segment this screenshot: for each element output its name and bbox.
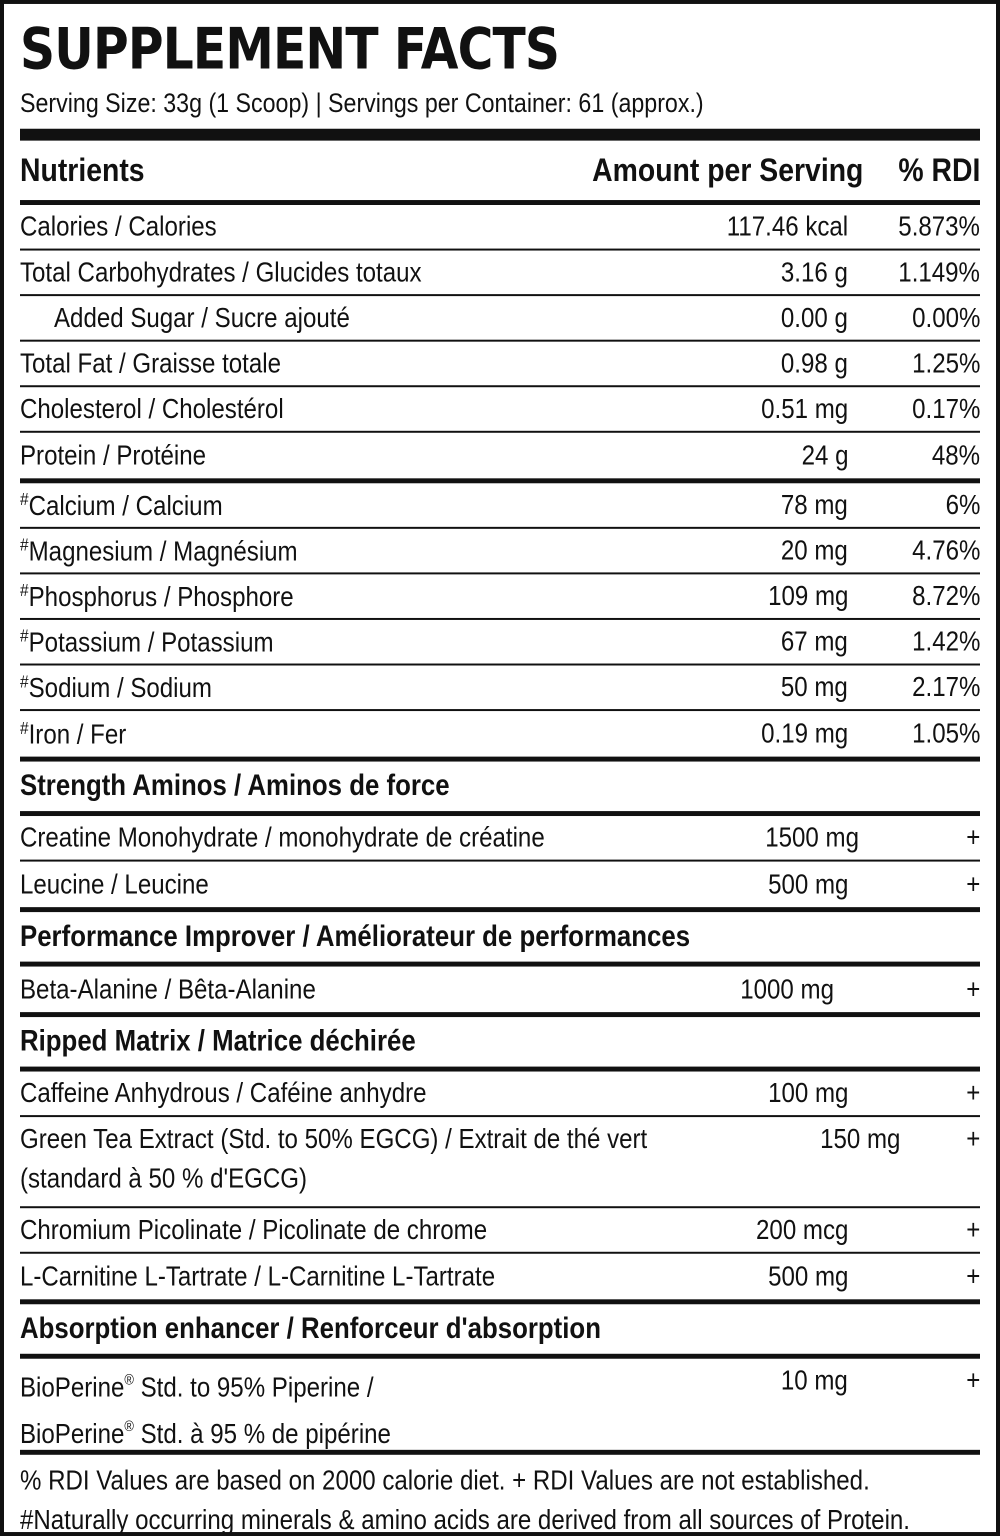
mineral-row [20,666,980,712]
ingredient-row [20,816,980,862]
ingredient-rdi: + [965,868,980,900]
ingredient-name-line2: BioPerine® Std. à 95 % de pipérine [20,1418,391,1449]
nutrient-rdi: 1.149% [898,256,980,288]
nutrient-row [20,387,980,433]
nutrient-row [20,342,980,388]
ingredient-amount: 10 mg [781,1364,848,1396]
ingredient-amount: 500 mg [767,1260,848,1292]
nutrient-amount: 117.46 kcal [726,210,848,242]
ingredient-name: Caffeine Anhydrous / Caféine anhydre [20,1077,427,1109]
section-heading: Ripped Matrix / Matrice déchirée [20,1024,416,1058]
ingredient-amount: 150 mg [819,1123,901,1154]
mineral-row [20,483,980,529]
registered-mark: ® [124,1418,134,1435]
mineral-marker: # [20,534,29,555]
nutrient-amount: 24 g [801,439,848,471]
nutrient-name: Calories / Calories [20,210,217,242]
mineral-amount: 67 mg [781,625,848,657]
section-heading: Performance Improver / Améliorateur de performances [20,920,691,953]
mineral-name: Calcium / Calcium [28,489,223,521]
mineral-row [20,574,980,620]
ingredient-amount: 100 mg [767,1077,848,1109]
mineral-marker: # [20,670,29,691]
ingredient-row [20,862,980,908]
nutrient-rdi: 0.17% [911,393,980,424]
ingredient-rdi: + [965,1077,980,1109]
mineral-amount: 78 mg [781,489,848,520]
nutrient-rdi: 5.873% [898,210,980,242]
ingredient-row [20,1072,980,1118]
ingredient-row [20,1359,980,1450]
section-heading: Absorption enhancer / Renforceur d'absorption [20,1312,601,1345]
mineral-name: Phosphorus / Phosphore [28,580,294,612]
mineral-name: Potassium / Potassium [28,626,274,658]
mineral-rdi: 8.72% [911,580,980,612]
nutrients-header: Nutrients [20,151,145,189]
nutrient-name: Cholesterol / Cholestérol [20,393,284,424]
nutrient-name: Total Carbohydrates / Glucides totaux [20,256,422,288]
thick-divider [20,129,980,141]
nutrient-row [20,205,980,251]
ingredient-row [20,1208,980,1254]
serving-info: Serving Size: 33g (1 Scoop) | Servings per Container: 61 (approx.) [20,88,704,118]
mineral-name: Sodium / Sodium [28,671,212,703]
nutrient-row [20,251,980,297]
section-heading-row [20,912,980,962]
mineral-rdi: 6% [945,489,980,520]
ingredient-name: L-Carnitine L-Tartrate / L-Carnitine L-Tartrate [20,1260,496,1292]
mineral-amount: 0.19 mg [760,717,848,749]
ingredient-row [20,1254,980,1300]
ingredient-name: Beta-Alanine / Bêta-Alanine [20,973,316,1005]
ingredient-rdi: + [965,1364,980,1396]
column-header-row [20,141,980,200]
amount-header: Amount per Serving [592,151,864,189]
nutrient-name: Added Sugar / Sucre ajouté [54,302,350,333]
mineral-marker: # [20,625,29,646]
ingredient-name: Chromium Picolinate / Picolinate de chrome [20,1214,488,1245]
nutrient-amount: 0.98 g [781,347,848,379]
nutrient-amount: 0.51 mg [760,393,848,424]
rdi-header: % RDI [898,151,980,189]
nutrient-amount: 0.00 g [781,302,848,333]
mineral-marker: # [20,579,29,600]
mineral-name: Iron / Fer [28,718,127,750]
mineral-rdi: 2.17% [911,671,980,703]
nutrient-amount: 3.16 g [781,256,848,288]
mineral-rdi: 1.05% [911,717,980,749]
ingredient-rdi: + [965,1260,980,1292]
nutrient-rdi: 1.25% [911,347,980,379]
mineral-rdi: 1.42% [911,625,980,657]
mineral-name: Magnesium / Magnésium [28,535,298,566]
footnote-minerals: #Naturally occurring minerals & amino acids are derived from all sources of Protein. [20,1504,911,1536]
section-heading-row [20,1017,980,1067]
ingredient-name-line1: Green Tea Extract (Std. to 50% EGCG) / Extrait de thé vert [20,1123,648,1154]
mineral-row [20,711,980,757]
footnotes [20,1455,980,1540]
section-heading-row [20,762,980,812]
mineral-row [20,529,980,575]
ingredient-rdi: + [965,821,980,853]
ingredient-rdi: + [965,973,980,1005]
section-heading-row [20,1304,980,1354]
nutrient-row [20,433,980,479]
nutrient-rdi: 0.00% [911,302,980,333]
mineral-amount: 109 mg [767,580,848,612]
mineral-amount: 50 mg [781,671,848,703]
mineral-marker: # [20,488,29,509]
nutrient-name: Total Fat / Graisse totale [20,347,281,379]
ingredient-amount: 200 mcg [755,1214,848,1245]
ingredient-row [20,967,980,1013]
nutrient-name: Protein / Protéine [20,439,207,471]
ingredient-name: Creatine Monohydrate / monohydrate de créatine [20,821,545,853]
panel-title: SUPPLEMENT FACTS [20,14,560,83]
mineral-marker: # [20,717,29,738]
mineral-rdi: 4.76% [911,534,980,566]
section-heading: Strength Aminos / Aminos de force [20,769,450,803]
footnote-rdi: % RDI Values are based on 2000 calorie diet. + RDI Values are not established. [20,1464,870,1496]
nutrient-rdi: 48% [931,439,980,471]
registered-mark: ® [124,1371,134,1389]
nutrient-row [20,296,980,342]
ingredient-amount: 1000 mg [740,973,834,1005]
ingredient-row [20,1117,980,1208]
ingredient-amount: 500 mg [767,868,848,900]
mineral-amount: 20 mg [781,534,848,566]
ingredient-name: Leucine / Leucine [20,868,209,900]
ingredient-rdi: + [965,1214,980,1245]
ingredient-amount: 1500 mg [765,821,860,853]
ingredient-name-line2: (standard à 50 % d'EGCG) [20,1162,307,1194]
mineral-row [20,620,980,666]
ingredient-rdi: + [965,1123,980,1154]
ingredient-name-line1: BioPerine® Std. to 95% Piperine / [20,1371,374,1403]
